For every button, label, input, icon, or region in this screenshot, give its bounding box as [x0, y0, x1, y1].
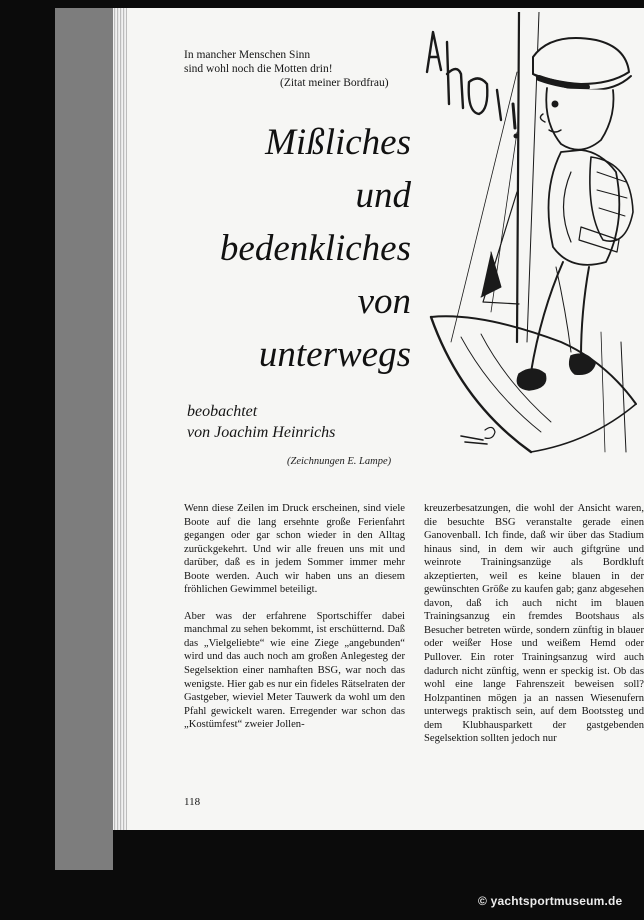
book-gutter	[55, 8, 113, 870]
title-line: bedenkliches	[219, 228, 411, 269]
epigraph	[184, 48, 389, 90]
title-line: unterwegs	[258, 334, 411, 375]
sailor-illustration	[421, 12, 644, 467]
byline	[187, 401, 335, 443]
page-number: 118	[184, 796, 201, 808]
book-page	[127, 8, 644, 830]
paragraph: Aber was der erfahrene Sportschiffer dabei manchmal zu sehen bekommt, ist erschütternd. Daß das „Vielgeliebte“ wie eine Ziege „angebunden“ wird und das auch noch am großen Anlegesteg der Segelsektion einer namhaften BSG, war noch das wenigste. Hier gab es nur ein fideles Rätselraten der Gastgeber, wieviel Meter Tauwerk da wohl um den Pfahl gewickelt waren. Erregender war schon das „Kostümfest“ zweier Jollen-	[184, 610, 405, 731]
paragraph-spacer	[184, 597, 405, 610]
article-title	[197, 116, 411, 381]
paragraph: kreuzerbesatzungen, die wohl der Ansicht waren, die besuchte BSG veranstalte gerade einen Ganovenball. Ich finde, daß wir über das Stadium hinaus sind, in dem wir auch giftgrüne und weinrote Trainingsanzüge als Bordkluft akzeptierten, weil es keine blauen in der gewünschten Größe zu kaufen gab; ganz abgesehen davon, daß ich auch nicht im blauen Trainingsanzug ein fremdes Bootshaus als Besucher betreten würde, sondern zünftig in blauer oder weißer Hose und weißem Hemd oder Pullover. Ein roter Trainingsanzug wird auch dadurch nicht zünftig, wenn er speckig ist. Ob das wohl eine lange Fahrenszeit beweisen soll? Holzpantinen mögen ja an nassen Wiesenufern unterwegs praktisch sein, auf dem Bootssteg und dem Klubhausparkett der gastgebenden Segelsektion sollten jedoch nur	[424, 503, 644, 745]
drawings-credit: (Zeichnungen E. Lampe)	[287, 456, 392, 467]
text-column-right	[424, 502, 644, 746]
scan-background-bottom	[113, 830, 644, 870]
epigraph-line: sind wohl noch die Motten drin!	[184, 63, 333, 75]
watermark: © yachtsportmuseum.de	[478, 894, 623, 908]
scan-background-left	[0, 0, 55, 920]
byline-author: von Joachim Heinrichs	[187, 424, 336, 441]
title-line: Mißliches	[265, 122, 411, 163]
epigraph-line: In mancher Menschen Sinn	[184, 49, 311, 61]
epigraph-source: (Zitat meiner Bordfrau)	[280, 77, 389, 89]
title-line: von	[357, 281, 411, 322]
title-line: und	[355, 175, 411, 216]
byline-line: beobachtet	[187, 403, 258, 420]
page-edges	[113, 8, 127, 870]
paragraph: Wenn diese Zeilen im Druck erscheinen, sind viele Boote auf die lang ersehnte große Ferienfahrt gegangen oder gar schon wieder in den Alltag zurückgekehrt. Und wir alle freuen uns mit und darüber, daß es in jedem Sommer immer mehr Boote werden. Auch wir haben uns an diesem fröhlichen Gewimmel beteiligt.	[184, 503, 405, 596]
text-column-left	[184, 502, 405, 732]
